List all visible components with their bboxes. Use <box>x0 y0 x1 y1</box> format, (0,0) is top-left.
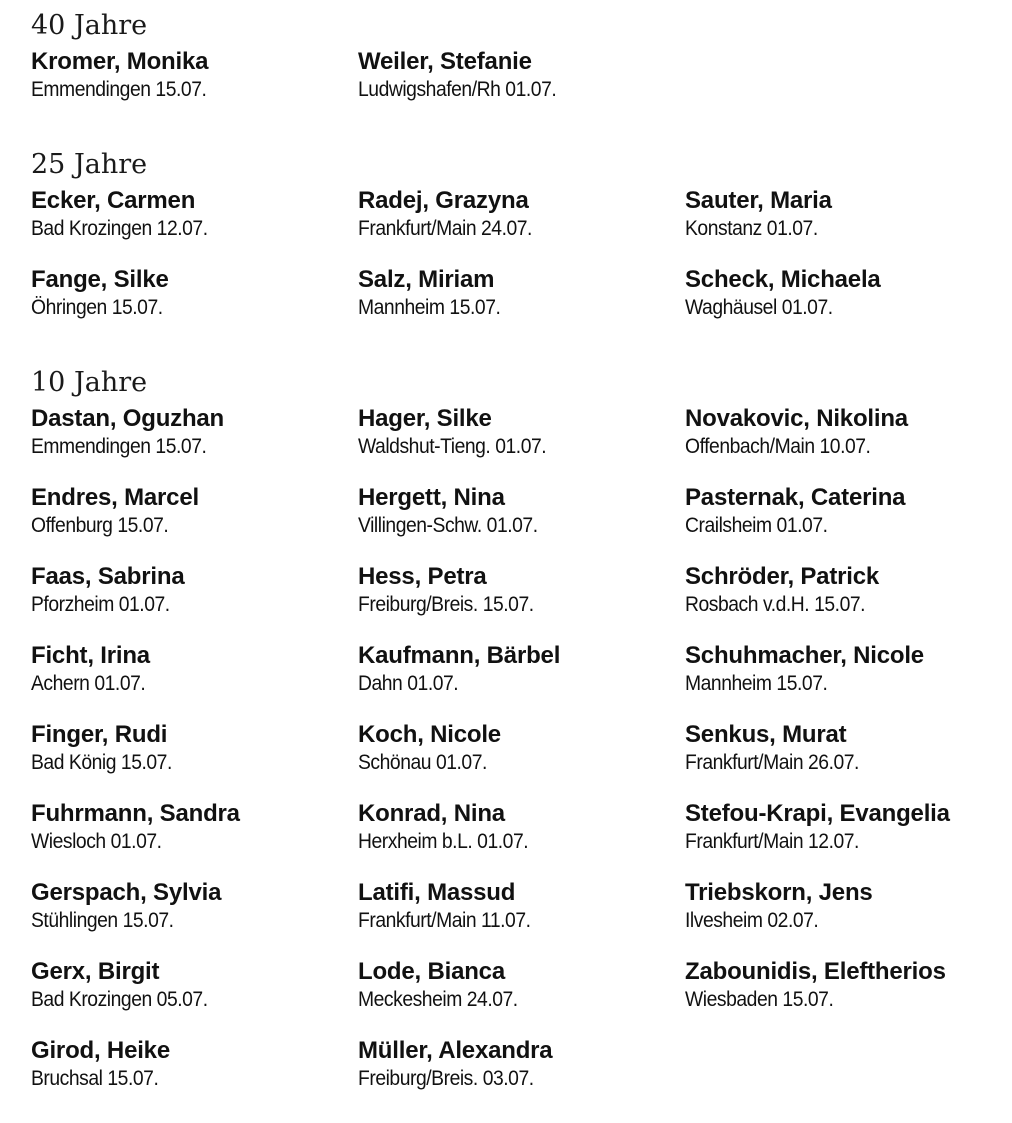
person-name: Triebskorn, Jens <box>685 879 873 906</box>
place-date: Freiburg/Breis. 03.07. <box>358 1067 534 1090</box>
list-item <box>358 958 678 1014</box>
place-date: Bad König 15.07. <box>31 751 172 774</box>
place-date: Rosbach v.d.H. 15.07. <box>685 593 866 616</box>
place-date: Frankfurt/Main 24.07. <box>358 217 532 240</box>
person-name: Lode, Bianca <box>358 958 505 985</box>
list-item <box>685 563 1005 619</box>
person-name: Scheck, Michaela <box>685 266 881 293</box>
list-item <box>358 187 678 243</box>
person-name: Schuhmacher, Nicole <box>685 642 924 669</box>
person-name: Senkus, Murat <box>685 721 847 748</box>
list-item <box>685 800 1005 856</box>
person-name: Kaufmann, Bärbel <box>358 642 561 669</box>
list-item <box>685 879 1005 935</box>
person-name: Zabounidis, Eleftherios <box>685 958 946 985</box>
person-name: Stefou-Krapi, Evangelia <box>685 800 950 827</box>
place-date: Herxheim b.L. 01.07. <box>358 830 529 853</box>
place-date: Frankfurt/Main 11.07. <box>358 909 531 932</box>
list-item <box>358 1037 678 1093</box>
list-item <box>685 187 1005 243</box>
place-date: Achern 01.07. <box>31 672 146 695</box>
person-name: Schröder, Patrick <box>685 563 880 590</box>
person-name: Endres, Marcel <box>31 484 199 511</box>
place-date: Villingen-Schw. 01.07. <box>358 514 538 537</box>
list-item <box>685 266 1005 322</box>
person-name: Novakovic, Nikolina <box>685 405 908 432</box>
person-name: Fange, Silke <box>31 266 169 293</box>
list-item <box>31 48 351 104</box>
list-item <box>358 563 678 619</box>
place-date: Frankfurt/Main 12.07. <box>685 830 859 853</box>
section-title: 10 Jahre <box>31 367 148 398</box>
place-date: Freiburg/Breis. 15.07. <box>358 593 534 616</box>
person-name: Pasternak, Caterina <box>685 484 906 511</box>
list-item <box>31 721 351 777</box>
person-name: Koch, Nicole <box>358 721 501 748</box>
list-item <box>358 721 678 777</box>
person-name: Hess, Petra <box>358 563 487 590</box>
section-25-jahre <box>31 149 991 319</box>
place-date: Öhringen 15.07. <box>31 296 163 319</box>
list-item <box>31 642 351 698</box>
person-name: Kromer, Monika <box>31 48 209 75</box>
place-date: Waldshut-Tieng. 01.07. <box>358 435 547 458</box>
person-name: Radej, Grazyna <box>358 187 529 214</box>
place-date: Bruchsal 15.07. <box>31 1067 159 1090</box>
place-date: Dahn 01.07. <box>358 672 459 695</box>
list-item <box>358 405 678 461</box>
person-name: Latifi, Massud <box>358 879 516 906</box>
list-item <box>31 484 351 540</box>
list-item <box>685 642 1005 698</box>
place-date: Bad Krozingen 05.07. <box>31 988 208 1011</box>
list-item <box>358 266 678 322</box>
place-date: Mannheim 15.07. <box>358 296 501 319</box>
place-date: Frankfurt/Main 26.07. <box>685 751 859 774</box>
place-date: Konstanz 01.07. <box>685 217 818 240</box>
list-item <box>685 721 1005 777</box>
place-date: Mannheim 15.07. <box>685 672 828 695</box>
list-item <box>31 800 351 856</box>
person-name: Gerspach, Sylvia <box>31 879 222 906</box>
list-item <box>358 48 678 104</box>
place-date: Wiesbaden 15.07. <box>685 988 834 1011</box>
person-name: Faas, Sabrina <box>31 563 185 590</box>
section-title: 40 Jahre <box>31 10 148 41</box>
place-date: Waghäusel 01.07. <box>685 296 833 319</box>
section-title: 25 Jahre <box>31 149 148 180</box>
section-40-jahre <box>31 10 991 101</box>
person-name: Weiler, Stefanie <box>358 48 532 75</box>
list-item <box>31 405 351 461</box>
list-item <box>358 800 678 856</box>
list-item <box>31 266 351 322</box>
place-date: Meckesheim 24.07. <box>358 988 518 1011</box>
list-item <box>685 484 1005 540</box>
list-item <box>358 879 678 935</box>
person-name: Finger, Rudi <box>31 721 168 748</box>
list-item <box>358 484 678 540</box>
list-item <box>31 563 351 619</box>
section-10-jahre <box>31 367 991 1090</box>
place-date: Bad Krozingen 12.07. <box>31 217 208 240</box>
list-item <box>31 958 351 1014</box>
place-date: Stühlingen 15.07. <box>31 909 174 932</box>
person-name: Müller, Alexandra <box>358 1037 553 1064</box>
place-date: Emmendingen 15.07. <box>31 78 207 101</box>
place-date: Offenbach/Main 10.07. <box>685 435 871 458</box>
place-date: Ilvesheim 02.07. <box>685 909 819 932</box>
person-name: Dastan, Oguzhan <box>31 405 225 432</box>
place-date: Wiesloch 01.07. <box>31 830 162 853</box>
person-name: Girod, Heike <box>31 1037 170 1064</box>
person-name: Fuhrmann, Sandra <box>31 800 240 827</box>
place-date: Emmendingen 15.07. <box>31 435 207 458</box>
person-name: Ecker, Carmen <box>31 187 196 214</box>
person-name: Salz, Miriam <box>358 266 495 293</box>
place-date: Schönau 01.07. <box>358 751 487 774</box>
person-name: Ficht, Irina <box>31 642 150 669</box>
list-item <box>31 187 351 243</box>
place-date: Ludwigshafen/Rh 01.07. <box>358 78 557 101</box>
list-item <box>358 642 678 698</box>
place-date: Pforzheim 01.07. <box>31 593 170 616</box>
person-name: Sauter, Maria <box>685 187 832 214</box>
person-name: Hager, Silke <box>358 405 492 432</box>
person-name: Hergett, Nina <box>358 484 505 511</box>
person-name: Konrad, Nina <box>358 800 505 827</box>
list-item <box>31 879 351 935</box>
list-item <box>685 958 1005 1014</box>
place-date: Crailsheim 01.07. <box>685 514 828 537</box>
place-date: Offenburg 15.07. <box>31 514 169 537</box>
person-name: Gerx, Birgit <box>31 958 160 985</box>
list-item <box>685 405 1005 461</box>
list-item <box>31 1037 351 1093</box>
